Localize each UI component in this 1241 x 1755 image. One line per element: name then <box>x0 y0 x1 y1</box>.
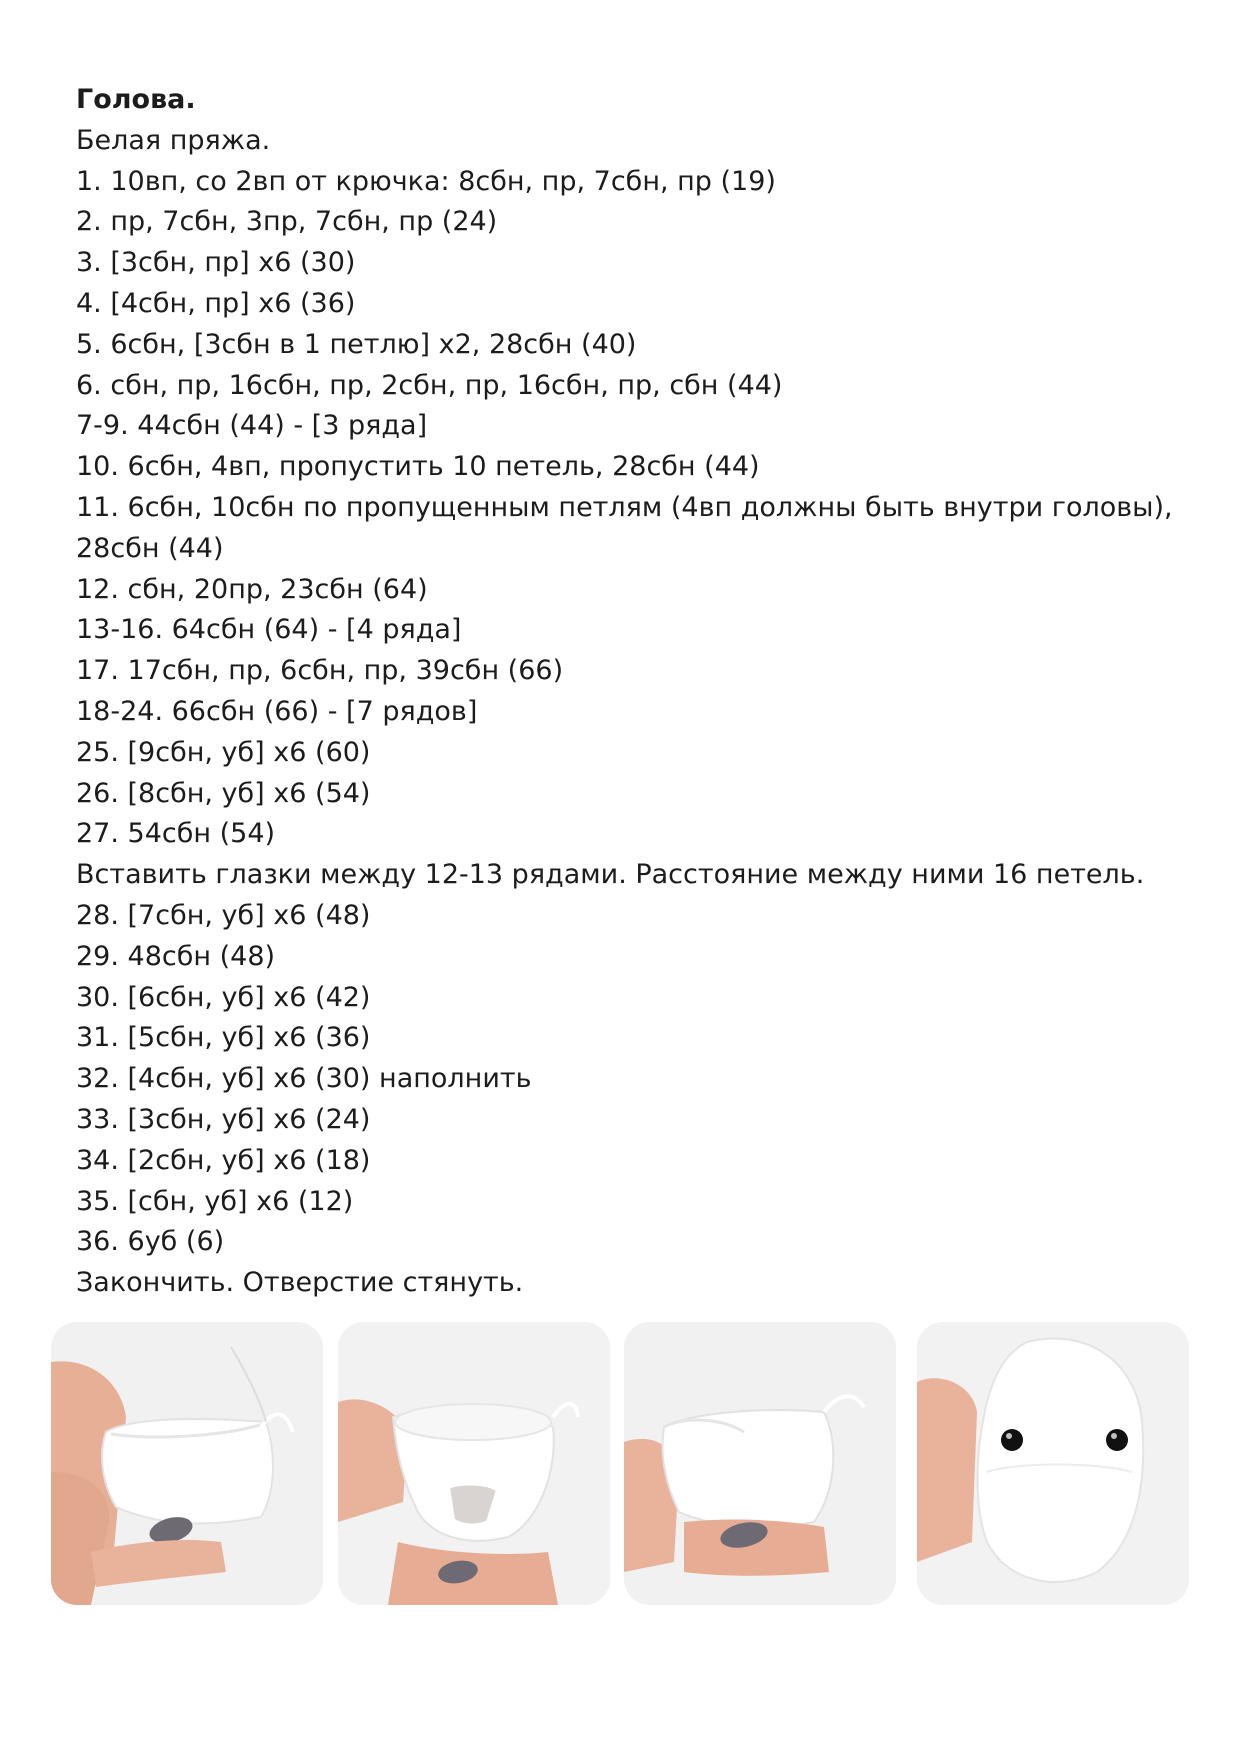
pattern-row: 30. [6сбн, уб] х6 (42) <box>76 981 371 1013</box>
pattern-row: 27. 54сбн (54) <box>76 818 276 850</box>
photo-step-4 <box>917 1322 1189 1605</box>
pattern-row: 12. сбн, 20пр, 23сбн (64) <box>76 573 428 605</box>
pattern-row: 26. [8сбн, уб] х6 (54) <box>76 777 371 809</box>
finish-note: Закончить. Отверстие стянуть. <box>76 1267 524 1299</box>
pattern-row: 33. [3сбн, уб] х6 (24) <box>76 1103 371 1135</box>
eye-left <box>1001 1429 1023 1451</box>
pattern-row: 1. 10вп, со 2вп от крючка: 8сбн, пр, 7сбн, пр (19) <box>76 165 776 197</box>
pattern-row: 6. сбн, пр, 16сбн, пр, 2сбн, пр, 16сбн, пр, сбн (44) <box>76 369 783 401</box>
pattern-row: 2. пр, 7сбн, 3пр, 7сбн, пр (24) <box>76 206 498 238</box>
instruction-note: Вставить глазки между 12-13 рядами. Расстояние между ними 16 петель. <box>76 859 1145 891</box>
pattern-row: 18-24. 66сбн (66) - [7 рядов] <box>76 695 478 727</box>
pattern-row: 11. 6сбн, 10сбн по пропущенным петлям (4вп должны быть внутри головы), 28сбн (44) <box>76 491 1173 564</box>
pattern-row: 28. [7сбн, уб] х6 (48) <box>76 899 371 931</box>
pattern-row: 35. [сбн, уб] х6 (12) <box>76 1185 354 1217</box>
photo-step-4-image <box>917 1322 1189 1605</box>
pattern-row: 34. [2сбн, уб] х6 (18) <box>76 1144 371 1176</box>
photo-step-3 <box>624 1322 896 1605</box>
pattern-row: 31. [5сбн, уб] х6 (36) <box>76 1022 371 1054</box>
photo-step-1-image <box>51 1322 323 1605</box>
pattern-row: 5. 6сбн, [3сбн в 1 петлю] х2, 28сбн (40) <box>76 328 637 360</box>
pattern-row: 10. 6сбн, 4вп, пропустить 10 петель, 28сбн (44) <box>76 451 760 483</box>
pattern-row: 29. 48сбн (48) <box>76 940 276 972</box>
pattern-row: 3. [3сбн, пр] х6 (30) <box>76 247 356 279</box>
photo-step-2 <box>338 1322 610 1605</box>
pattern-row: 32. [4сбн, уб] х6 (30) наполнить <box>76 1063 532 1095</box>
eye-right <box>1106 1429 1128 1451</box>
pattern-row: 25. [9сбн, уб] х6 (60) <box>76 736 371 768</box>
pattern-row: 4. [4сбн, пр] х6 (36) <box>76 287 356 319</box>
photo-step-2-image <box>338 1322 610 1605</box>
photo-step-1 <box>51 1322 323 1605</box>
pattern-row: 17. 17сбн, пр, 6сбн, пр, 39сбн (66) <box>76 655 564 687</box>
photo-strip <box>51 1322 1189 1605</box>
section-title: Голова. <box>76 84 196 115</box>
pattern-row: 36. 6уб (6) <box>76 1226 225 1258</box>
yarn-note: Белая пряжа. <box>76 124 271 156</box>
photo-step-3-image <box>624 1322 896 1605</box>
pattern-text <box>76 80 1196 1304</box>
pattern-row: 13-16. 64сбн (64) - [4 ряда] <box>76 614 462 646</box>
pattern-row: 7-9. 44сбн (44) - [3 ряда] <box>76 410 428 442</box>
